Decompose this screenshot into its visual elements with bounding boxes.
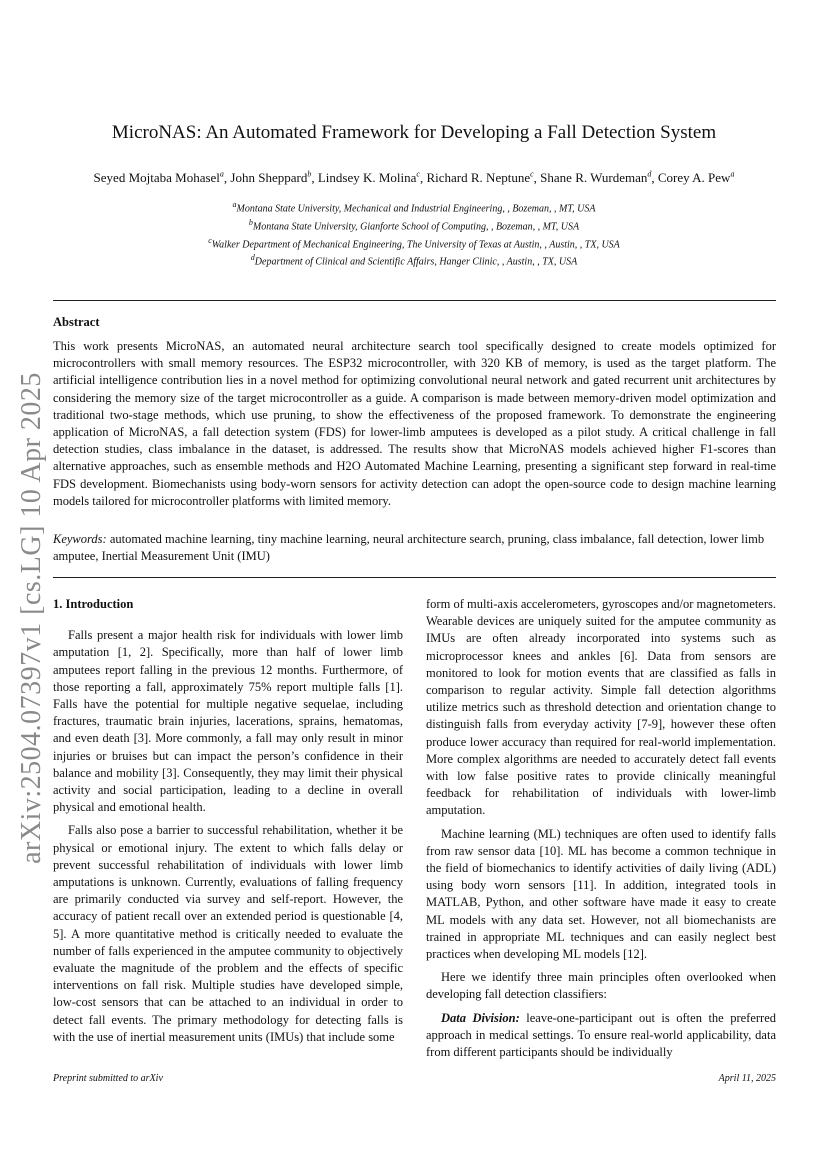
footer-date: April 11, 2025 <box>718 1073 776 1084</box>
abstract-text: This work presents MicroNAS, an automated neural architecture search tool specifically designed to create models optimized for microcontrollers with small memory resources. The ESP32 microcontroller, with 320 KB of memory, is used as the target platform. The artificial intelligence contribution lies in a novel method for optimizing convolutional neural network and gated recurrent unit architectures by considering the memory size of the target microcontroller as a guide. A comparison is made between memory-driven model optimization and traditional two-stage methods, which use pruning, to show the effectiveness of the proposed framework. To demonstrate the engineering application of MicroNAS, a fall detection system (FDS) for lower-limb amputees is developed as a pilot study. A critical challenge in fall detection studies, class imbalance in the dataset, is addressed. The results show that MicroNAS models achieved higher F1-scores than alternative approaches, such as ensemble methods and H2O Automated Machine Learning, presenting a significant step forward in real-time FDS development. Biomechanists using body-worn sensors for activity detection can adopt the open-source code to design machine learning models tailored for microcontroller platforms with limited memory. <box>53 339 776 508</box>
data-division-label: Data Division: <box>441 1010 520 1025</box>
footer-preprint-note: Preprint submitted to arXiv <box>53 1073 163 1084</box>
keywords <box>53 531 776 565</box>
section-rule <box>53 577 776 578</box>
affiliation-list <box>0 198 828 269</box>
paragraph: Machine learning (ML) techniques are often used to identify falls from raw sensor data [10]. ML has become a common technique in the field of biomechanics to identify activities of daily living (ADL) using body worn sensors [11]. In addition, integrated tools in MATLAB, Python, and other software have made it easy to create ML models with any data set. However, not all biomechanists are trained in appropriate ML techniques and can easily neglect best practices when developing ML models [12]. <box>426 826 776 962</box>
top-rule <box>53 300 776 301</box>
author: Lindsey K. Molina$^c$ <box>317 170 420 186</box>
affiliation: $^d$Department of Clinical and Scientific Affairs, Hanger Clinic, , Austin, , TX, USA <box>250 253 578 268</box>
data-division-text: leave-one-participant out is often the preferred approach in medical settings. To ensure real-world applicability, data from different participants should be individually <box>426 1010 777 1060</box>
author: Corey A. Pew$^a$ <box>657 170 735 186</box>
paper-title: MicroNAS: An Automated Framework for Developing a Fall Detection System <box>111 122 717 143</box>
paragraph: Falls also pose a barrier to successful rehabilitation, whether it be physical or emotional injury. The extent to which falls delay or prevent successful rehabilitation of individuals with lower limb amputations is unknown. Currently, evaluations of falling frequency are primarily conducted via survey and self-report. However, the accuracy of patient recall over an extended period is questionable [4, 5]. A more quantitative method is critically needed to evaluate the number of falls experienced in the amputee community to objectively evaluate the magnitude of the problem and the effects of specific interventions on fall risk. Multiple studies have developed simple, low-cost sensors that can be attached to an individual in order to detect fall events. The primary methodology for detecting falls is with the use of inertial measurement units (IMUs) that include some <box>53 823 403 1044</box>
affiliation: $^a$Montana State University, Mechanical and Industrial Engineering, , Bozeman, , MT, USA <box>232 200 596 215</box>
keywords-text: automated machine learning, tiny machine learning, neural architecture search, pruning, class imbalance, fall detection, lower limb amputee, Inertial Measurement Unit (IMU) <box>53 532 765 564</box>
affiliation: $^c$Walker Department of Mechanical Engineering, The University of Texas at Austin, , Austin, , TX, USA <box>208 235 620 250</box>
paragraph: Falls present a major health risk for individuals with lower limb amputation [1, 2]. Specifically, more than half of lower limb amputees report falling in the previous 12 months. Furthermore, of those reporting a fall, approximately 75% report multiple falls [1]. Falls have the potential for multiple negative sequelae, including fractures, traumatic brain injuries, lacerations, sprains, hematomas, and even death [3]. More commonly, a fall may only result in minor injuries or bruises but can impact the person’s confidence in their balance and mobility [3]. Consequently, they may limit their physical activity and social participation, leading to a decline in overall physical and emotional health. <box>53 628 403 815</box>
section-heading-introduction: 1. Introduction <box>53 597 134 611</box>
paragraph-data-division <box>426 1010 776 1062</box>
author-list: Seyed Mojtaba Mohasel$^a$, John Sheppard$^b$, Lindsey K. Molina$^c$, Richard R. Neptune$^c$, Shane R. Wurdeman$^d$, Corey A. Pew$^a$ <box>93 170 735 186</box>
right-column <box>426 596 776 1061</box>
author: Shane R. Wurdeman$^d$ <box>540 170 652 186</box>
author: John Sheppard$^b$ <box>230 170 312 186</box>
affiliation: $^b$Montana State University, Gianforte School of Computing, , Bozeman, , MT, USA <box>248 217 580 233</box>
author: Richard R. Neptune$^c$ <box>426 170 534 186</box>
paragraph: Here we identify three main principles often overlooked when developing fall detection classifiers: <box>426 970 776 1002</box>
left-column <box>53 596 403 1046</box>
author: Seyed Mojtaba Mohasel$^a$ <box>93 170 224 186</box>
abstract-heading: Abstract <box>53 315 100 329</box>
keywords-label: Keywords: <box>53 532 107 546</box>
arxiv-identifier: arXiv:2504.07397v1 [cs.LG] 10 Apr 2025 <box>16 372 47 864</box>
paragraph-continuation: form of multi-axis accelerometers, gyroscopes and/or magnetometers. Wearable devices are uniquely suited for the amputee community as IMUs are often already incorporated into systems such as microprocessor knees and ankles [6]. Data from sensors are monitored to look for motion events that are classified as falls in comparison to regular activity. Simple fall detection algorithms utilize metrics such as threshold detection and orientation change to distinguish falls from everyday activity [7-9], however these often produce lower accuracy than required for real-world implementation. More complex algorithms are needed to accurately detect fall events with low false positive rates to provide clinically meaningful feedback for rehabilitation of individuals with lower-limb amputation. <box>426 597 776 818</box>
